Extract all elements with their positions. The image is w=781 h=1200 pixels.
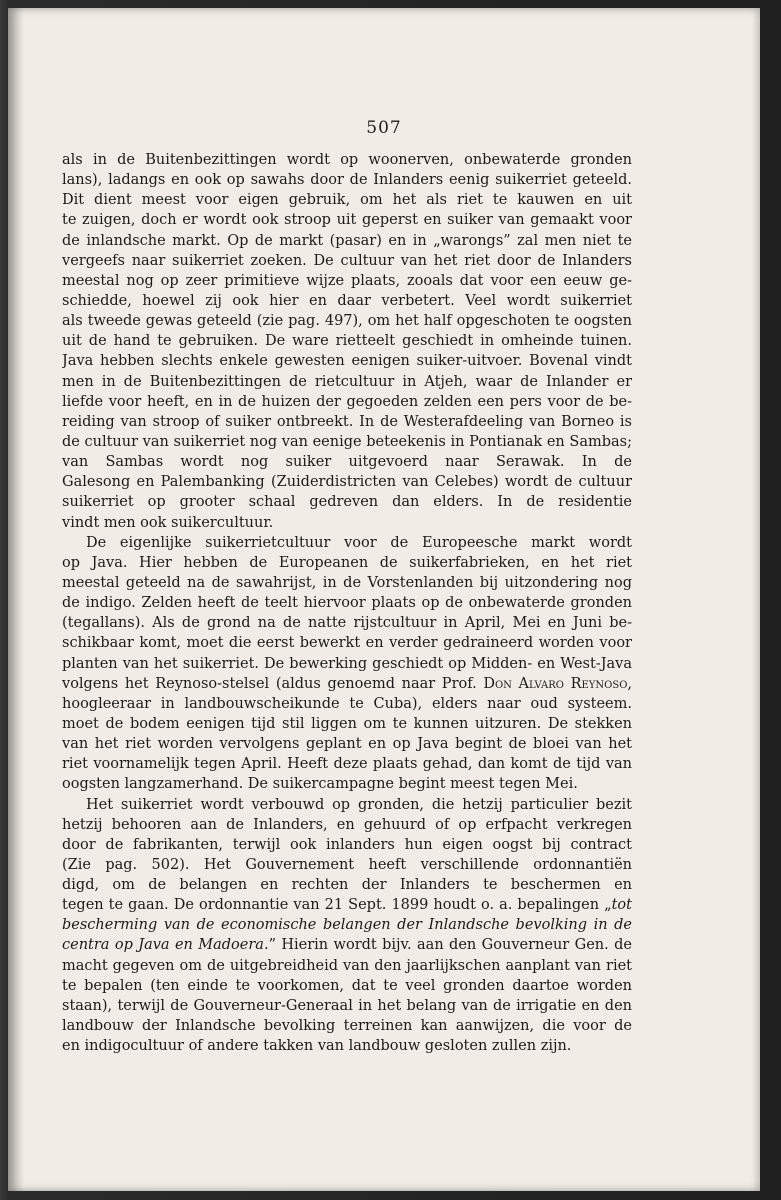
text-line xyxy=(62,855,632,875)
text-line xyxy=(62,613,632,633)
line-text: en indigocultuur of andere takken van landbouw gesloten zullen zijn. xyxy=(62,1038,572,1055)
line-text: tegen te gaan. De ordonnantie van 21 Sept. 1899 houdt o. a. bepalingen „ xyxy=(62,897,612,914)
line-text: meestal nog op zeer primitieve wijze plaats, zooals dat voor een eeuw ge- xyxy=(62,272,632,289)
line-text: meestal geteeld na de sawahrijst, in de Vorstenlanden bij uitzondering nog xyxy=(62,574,632,591)
text-line xyxy=(62,170,632,190)
text-line xyxy=(62,231,632,251)
line-text: digd, om de belangen en rechten der Inlanders te beschermen en xyxy=(62,877,632,894)
line-text: de inlandsche markt. Op de markt (pasar) en in „warongs” zal men niet te xyxy=(62,232,632,249)
text-line xyxy=(62,150,632,170)
text-line xyxy=(62,633,632,653)
line-text: op Java. Hier hebben de Europeanen de suikerfabrieken, en het riet xyxy=(62,554,632,571)
line-text: men in de Buitenbezittingen de rietcultuur in Atjeh, waar de Inlander er xyxy=(62,373,632,390)
line-text: (tegallans). Als de grond na de natte rijstcultuur in April, Mei en Juni be- xyxy=(62,615,632,632)
text-line xyxy=(62,573,632,593)
text-line xyxy=(62,412,632,432)
body-text xyxy=(62,150,632,1056)
text-line xyxy=(62,754,632,774)
small-caps-name: Don Alvaro Reynoso xyxy=(483,675,628,692)
line-text: te zuigen, doch er wordt ook stroop uit geperst en suiker van gemaakt voor xyxy=(62,212,632,229)
line-text: riet voornamelijk tegen April. Heeft deze plaats gehad, dan komt de tijd van xyxy=(62,756,632,773)
line-text-after: , xyxy=(627,675,632,692)
line-text: volgens het Reynoso-stelsel (aldus genoemd naar Prof. xyxy=(62,675,484,692)
text-line xyxy=(62,795,632,815)
line-text: als tweede gewas geteeld (zie pag. 497), om het half opgeschoten te oogsten xyxy=(62,313,632,330)
text-line xyxy=(62,956,632,976)
text-line xyxy=(62,351,632,371)
line-text-after: ” Hierin wordt bijv. aan den Gouverneur Gen. de xyxy=(268,937,632,954)
text-line xyxy=(62,774,632,794)
text-line xyxy=(62,734,632,754)
text-line xyxy=(62,251,632,271)
line-text: suikerriet op grooter schaal gedreven dan elders. In de residentie xyxy=(62,494,632,511)
text-line xyxy=(62,1036,632,1056)
italic-title: tot xyxy=(611,897,632,914)
line-text: uit de hand te gebruiken. De ware rietteelt geschiedt in omheinde tuinen. xyxy=(62,333,632,350)
page-number: 507 xyxy=(366,118,402,138)
line-text: planten van het suikerriet. De bewerking geschiedt op Midden- en West-Java xyxy=(62,655,632,672)
line-text: vergeefs naar suikerriet zoeken. De cultuur van het riet door de Inlanders xyxy=(62,252,632,269)
text-line xyxy=(62,432,632,452)
line-text: (Zie pag. 502). Het Gouvernement heeft verschillende ordonnantiën xyxy=(62,856,632,873)
line-text: Dit dient meest voor eigen gebruik, om het als riet te kauwen en uit xyxy=(62,192,632,209)
text-line xyxy=(62,190,632,210)
line-text: oogsten langzamerhand. De suikercampagne begint meest tegen Mei. xyxy=(62,776,578,793)
text-line xyxy=(62,472,632,492)
line-text: macht gegeven om de uitgebreidheid van den jaarlijkschen aanplant van riet xyxy=(62,957,632,974)
book-page xyxy=(8,8,760,1191)
text-line xyxy=(62,895,632,915)
text-line xyxy=(62,815,632,835)
line-text: te bepalen (ten einde te voorkomen, dat te veel gronden daartoe worden xyxy=(62,977,632,994)
italic-title: centra op Java en Madoera. xyxy=(62,937,269,954)
text-line xyxy=(62,492,632,512)
text-line xyxy=(62,654,632,674)
line-text: reiding van stroop of suiker ontbreekt. In de Westerafdeeling van Borneo is xyxy=(62,413,632,430)
page-gutter-shadow xyxy=(8,8,24,1191)
text-line xyxy=(62,714,632,734)
text-line xyxy=(62,935,632,955)
text-line xyxy=(62,875,632,895)
line-text: van Sambas wordt nog suiker uitgevoerd naar Serawak. In de xyxy=(62,454,632,471)
line-text: hetzij behooren aan de Inlanders, en gehuurd of op erfpacht verkregen xyxy=(62,816,632,833)
text-line xyxy=(62,915,632,935)
line-text: lans), ladangs en ook op sawahs door de Inlanders eenig suikerriet geteeld. xyxy=(62,172,632,189)
text-line xyxy=(62,331,632,351)
text-line xyxy=(62,452,632,472)
text-line xyxy=(62,835,632,855)
text-line xyxy=(62,1016,632,1036)
line-text: de indigo. Zelden heeft de teelt hiervoor plaats op de onbewaterde gronden xyxy=(62,595,632,612)
text-line xyxy=(62,210,632,230)
line-text: door de fabrikanten, terwijl ook inlanders hun eigen oogst bij contract xyxy=(62,836,632,853)
text-line xyxy=(62,996,632,1016)
line-text: hoogleeraar in landbouwscheikunde te Cuba), elders naar oud systeem. xyxy=(62,695,632,712)
line-text: landbouw der Inlandsche bevolking terreinen kan aanwijzen, die voor de xyxy=(62,1018,632,1035)
text-line xyxy=(62,372,632,392)
line-text: liefde voor heeft, en in de huizen der gegoeden zelden een pers voor de be- xyxy=(62,393,632,410)
line-text: de cultuur van suikerriet nog van eenige beteekenis in Pontianak en Sambas; xyxy=(62,433,632,450)
line-text: De eigenlijke suikerrietcultuur voor de Europeesche markt wordt xyxy=(86,534,632,551)
line-text: moet de bodem eenigen tijd stil liggen om te kunnen uitzuren. De stekken xyxy=(62,715,632,732)
text-line xyxy=(62,694,632,714)
text-line xyxy=(62,291,632,311)
line-text: schikbaar komt, moet die eerst bewerkt en verder gedraineerd worden voor xyxy=(62,635,632,652)
line-text: Het suikerriet wordt verbouwd op gronden, die hetzij particulier bezit xyxy=(86,796,632,813)
text-line xyxy=(62,593,632,613)
line-text: van het riet worden vervolgens geplant en op Java begint de bloei van het xyxy=(62,736,632,753)
line-text: schiedde, hoewel zij ook hier en daar verbetert. Veel wordt suikerriet xyxy=(62,292,632,309)
line-text: staan), terwijl de Gouverneur-Generaal in het belang van de irrigatie en den xyxy=(62,997,632,1014)
line-text: als in de Buitenbezittingen wordt op woonerven, onbewaterde gronden xyxy=(62,152,632,168)
text-line xyxy=(62,533,632,553)
line-text: Java hebben slechts enkele gewesten eenigen suiker-uitvoer. Bovenal vindt xyxy=(62,353,632,370)
text-line xyxy=(62,513,632,533)
text-line xyxy=(62,674,632,694)
line-text: vindt men ook suikercultuur. xyxy=(62,514,274,531)
text-line xyxy=(62,311,632,331)
text-line xyxy=(62,553,632,573)
text-line xyxy=(62,976,632,996)
italic-title: bescherming van de economische belangen der Inlandsche bevolking in de xyxy=(62,917,632,934)
text-line xyxy=(62,392,632,412)
text-line xyxy=(62,271,632,291)
line-text: Galesong en Palembanking (Zuiderdistricten van Celebes) wordt de cultuur xyxy=(62,474,632,491)
